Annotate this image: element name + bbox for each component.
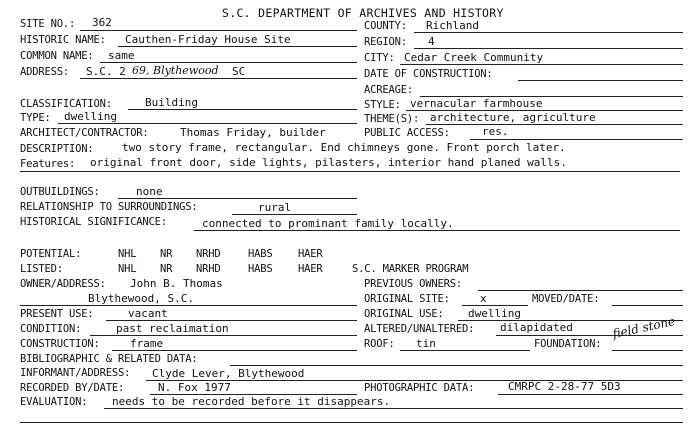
- previous-owners-label: PREVIOUS OWNERS:: [364, 278, 462, 290]
- present-use-line: [106, 320, 357, 321]
- description-label: DESCRIPTION:: [20, 143, 94, 155]
- original-site-value: x: [480, 292, 487, 305]
- themes-label: THEME(S):: [364, 113, 420, 125]
- altered-label: ALTERED/UNALTERED:: [364, 323, 475, 335]
- themes-line: [426, 124, 683, 125]
- significance-value: connected to prominant family locally.: [202, 217, 454, 230]
- county-label: COUNTY:: [364, 20, 407, 32]
- public-access-value: res.: [482, 125, 509, 138]
- common-name-value: same: [108, 49, 135, 62]
- photographic-value: CMRPC 2-28-77 5D3: [508, 380, 621, 393]
- marker-program-label: S.C. MARKER PROGRAM: [352, 263, 469, 275]
- site-no-line: [80, 30, 357, 31]
- foundation-label: FOUNDATION:: [534, 338, 602, 350]
- condition-line: [90, 335, 357, 336]
- classification-label: CLASSIFICATION:: [20, 98, 112, 110]
- relationship-value: rural: [258, 201, 292, 214]
- roof-label: ROOF:: [364, 338, 395, 350]
- evaluation-line: [104, 408, 683, 409]
- address-line: [80, 78, 357, 79]
- original-site-label: ORIGINAL SITE:: [364, 293, 450, 305]
- listed-haer: HAER: [298, 263, 323, 275]
- address-label: ADDRESS:: [20, 66, 69, 78]
- site-no-label: SITE NO.:: [20, 18, 76, 30]
- roof-line: [400, 350, 530, 351]
- foundation-value: field stone: [611, 314, 677, 341]
- date-construction-label: DATE OF CONSTRUCTION:: [364, 68, 493, 80]
- county-value: Richland: [426, 19, 479, 32]
- moved-date-line: [612, 305, 683, 306]
- city-line: [400, 64, 683, 65]
- outbuildings-value: none: [136, 185, 163, 198]
- city-value: Cedar Creek Community: [404, 51, 544, 64]
- informant-label: INFORMANT/ADDRESS:: [20, 367, 131, 379]
- architect-label: ARCHITECT/CONTRACTOR:: [20, 127, 149, 139]
- roof-value: tin: [416, 337, 436, 350]
- style-label: STYLE:: [364, 99, 401, 111]
- themes-value: architecture, agriculture: [430, 111, 596, 124]
- owner-line: [20, 305, 357, 306]
- recorded-label: RECORDED BY/DATE:: [20, 382, 125, 394]
- relationship-label: RELATIONSHIP TO SURROUNDINGS:: [20, 201, 198, 213]
- region-value: 4: [428, 35, 435, 48]
- evaluation-value: needs to be recorded before it disappears.: [112, 395, 391, 408]
- previous-owners-line: [478, 290, 683, 291]
- type-value: dwelling: [64, 110, 117, 123]
- potential-nhl: NHL: [118, 248, 137, 260]
- listed-label: LISTED:: [20, 263, 63, 275]
- address-handwritten: 69, Blythewood: [132, 64, 219, 77]
- potential-label: POTENTIAL:: [20, 248, 82, 260]
- site-no-value: 362: [92, 16, 112, 29]
- type-line: [58, 123, 357, 124]
- region-line: [414, 48, 683, 49]
- recorded-value: N. Fox 1977: [158, 381, 231, 394]
- outbuildings-line: [118, 198, 357, 199]
- evaluation-label: EVALUATION:: [20, 396, 88, 408]
- bibliographic-label: BIBLIOGRAPHIC & RELATED DATA:: [20, 353, 198, 365]
- listed-habs: HABS: [248, 263, 273, 275]
- classification-line: [128, 109, 357, 110]
- common-name-label: COMMON NAME:: [20, 50, 94, 62]
- significance-label: HISTORICAL SIGNIFICANCE:: [20, 216, 167, 228]
- foundation-line: [612, 350, 683, 351]
- style-value: vernacular farmhouse: [410, 97, 543, 110]
- historic-name-label: HISTORIC NAME:: [20, 34, 106, 46]
- owner-line1: John B. Thomas: [130, 277, 223, 290]
- date-construction-line: [518, 80, 683, 81]
- original-site-line: [462, 305, 528, 306]
- potential-habs: HABS: [248, 248, 273, 260]
- common-name-line: [100, 62, 357, 63]
- listed-nhl: NHL: [118, 263, 137, 275]
- altered-value: dilapidated: [500, 321, 573, 334]
- altered-line: [496, 335, 683, 336]
- construction-line: [112, 350, 357, 351]
- informant-value: Clyde Lever, Blythewood: [152, 367, 305, 380]
- architect-value: Thomas Friday, builder: [180, 126, 326, 139]
- address-tail: SC: [232, 65, 246, 78]
- relationship-line: [232, 214, 357, 215]
- bibliographic-line: [230, 365, 683, 366]
- description-value: two story frame, rectangular. End chimneys gone. Front porch later.: [122, 141, 566, 154]
- historic-name-value: Cauthen-Friday House Site: [125, 33, 291, 46]
- original-use-label: ORIGINAL USE:: [364, 308, 444, 320]
- public-access-line: [470, 139, 683, 140]
- condition-label: CONDITION:: [20, 323, 82, 335]
- present-use-value: vacant: [128, 307, 168, 320]
- county-line: [414, 32, 683, 33]
- potential-nr: NR: [160, 248, 173, 260]
- city-label: CITY:: [364, 52, 395, 64]
- region-label: REGION:: [364, 36, 407, 48]
- potential-haer: HAER: [298, 248, 323, 260]
- photographic-line: [498, 394, 683, 395]
- construction-label: CONSTRUCTION:: [20, 338, 100, 350]
- features-value: original front door, side lights, pilasters, interior hand planed walls.: [90, 156, 567, 169]
- acreage-label: ACREAGE:: [364, 84, 413, 96]
- public-access-label: PUBLIC ACCESS:: [364, 127, 450, 139]
- owner-label: OWNER/ADDRESS:: [20, 278, 106, 290]
- address-typed: S.C. 2: [86, 65, 126, 78]
- potential-nrhd: NRHD: [196, 248, 221, 260]
- features-label: Features:: [20, 158, 76, 170]
- owner-line2: Blythewood, S.C.: [88, 292, 194, 305]
- features-line: [20, 171, 680, 172]
- significance-line: [194, 230, 680, 231]
- outbuildings-label: OUTBUILDINGS:: [20, 186, 100, 198]
- condition-value: past reclaimation: [116, 322, 229, 335]
- type-label: TYPE:: [20, 112, 51, 124]
- moved-date-label: MOVED/DATE:: [532, 293, 600, 305]
- bottom-rule: [20, 422, 683, 423]
- photographic-label: PHOTOGRAPHIC DATA:: [364, 382, 475, 394]
- classification-value: Building: [145, 96, 198, 109]
- present-use-label: PRESENT USE:: [20, 308, 94, 320]
- construction-value: frame: [130, 337, 164, 350]
- listed-nr: NR: [160, 263, 173, 275]
- form-title: S.C. DEPARTMENT OF ARCHIVES AND HISTORY: [222, 6, 504, 20]
- listed-nrhd: NRHD: [196, 263, 221, 275]
- original-use-value: dwelling: [468, 307, 521, 320]
- historic-name-line: [118, 46, 357, 47]
